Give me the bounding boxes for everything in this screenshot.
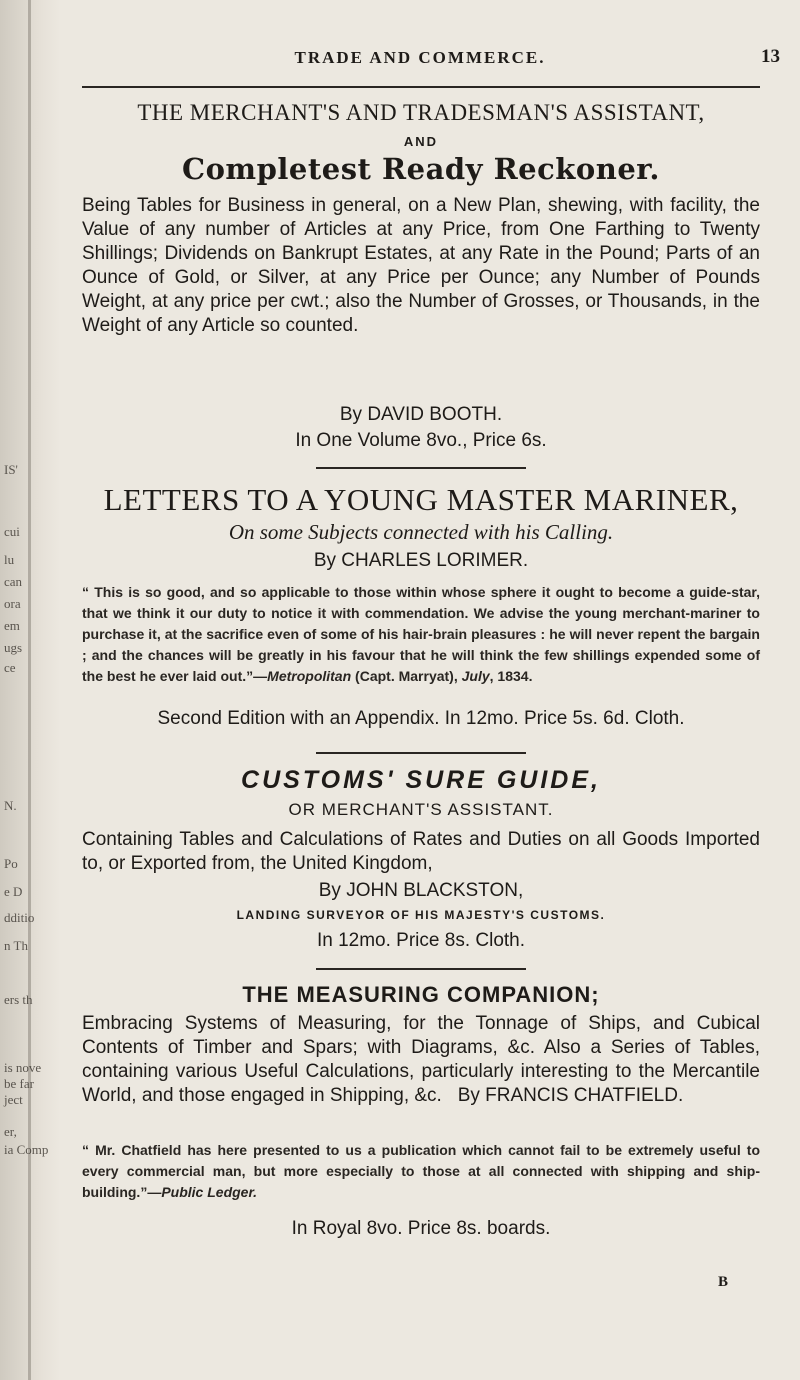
divider-1 bbox=[82, 467, 760, 469]
book2-review-text: “ This is so good, and so applicable to those within whose sphere it ought to become a guide-star, that we think it our duty to notice it with commendation. We advise the young merchant-mariner to purchase it, at the sacrifice even of some of his hair-brain pleasures : he will never repent the bargain ; and the chances will be greatly in his favour that he will think the few shillings expended some of the best he ever laid out.”— bbox=[82, 584, 760, 684]
running-head: TRADE AND COMMERCE. bbox=[294, 48, 546, 67]
gutter-fragment: dditio bbox=[4, 910, 35, 925]
book3-subtitle: OR MERCHANT'S ASSISTANT. bbox=[288, 800, 554, 819]
book3-author-title: LANDING SURVEYOR OF HIS MAJESTY'S CUSTOMS. bbox=[236, 908, 606, 922]
gutter-fragment: ora bbox=[4, 596, 21, 611]
divider-3 bbox=[82, 968, 760, 970]
book3-edition: In 12mo. Price 8s. Cloth. bbox=[316, 930, 526, 951]
book4-review-text: “ Mr. Chatfield has here presented to us a publication which cannot fail to be extremely useful to every commercial man, but more especially to those at all connected with shipping and ship-building.”— bbox=[82, 1142, 760, 1200]
book4-edition: In Royal 8vo. Price 8s. boards. bbox=[291, 1218, 551, 1239]
book1-and: AND bbox=[403, 134, 439, 149]
book2-author: By CHARLES LORIMER. bbox=[313, 550, 529, 571]
gutter-fragment: can bbox=[4, 574, 23, 589]
gutter-fragment: Po bbox=[4, 856, 18, 871]
book2-edition: Second Edition with an Appendix. In 12mo. Price 5s. 6d. Cloth. bbox=[157, 708, 685, 729]
gutter-fragment: ugs bbox=[4, 640, 23, 655]
gutter-fragment: N. bbox=[4, 798, 17, 813]
book4-review bbox=[82, 1140, 760, 1203]
book4-description bbox=[82, 1012, 760, 1108]
book1-author: By DAVID BOOTH. bbox=[339, 404, 503, 425]
page-number: 13 bbox=[761, 46, 780, 67]
book1-description: Being Tables for Business in general, on a New Plan, shewing, with facility, the Value of any number of Articles at any Price, from One Farthing to Twenty Shillings; Dividends on Bankrupt Estates, at any Rate in the Pound; Parts of an Ounce of Gold, or Silver, at any Price per Ounce; any Number of Pounds Weight, at any price per cwt.; also the Number of Grosses, or Thousands, in the Weight of any Article so counted. bbox=[82, 195, 760, 336]
gutter-fragment: e D bbox=[4, 884, 23, 899]
book-page bbox=[60, 0, 780, 1380]
book1-edition: In One Volume 8vo., Price 6s. bbox=[295, 430, 547, 451]
book2-review bbox=[82, 582, 760, 687]
book2-subtitle: On some Subjects connected with his Calling. bbox=[228, 520, 614, 544]
book4-description-text: Embracing Systems of Measuring, for the Tonnage of Ships, and Cubical Contents of Timber and Spars; with Diagrams, &c. Also a Series of Tables, containing various Useful Calculations, particularly interesting to the Mercantile World, and those engaged in Shipping, &c. bbox=[82, 1013, 760, 1106]
book1-title: THE MERCHANT'S AND TRADESMAN'S ASSISTANT, bbox=[137, 100, 705, 125]
book2-review-date: July bbox=[461, 668, 490, 684]
book1-subtitle: Completest Ready Reckoner. bbox=[182, 152, 660, 186]
divider-2 bbox=[82, 752, 760, 754]
book2-review-source: Metropolitan bbox=[267, 668, 352, 684]
book3-description: Containing Tables and Calculations of Rates and Duties on all Goods Imported to, or Exported from, the United Kingdom, bbox=[82, 829, 760, 874]
gutter-fragment: be far bbox=[4, 1076, 34, 1091]
book2-title: LETTERS TO A YOUNG MASTER MARINER, bbox=[103, 482, 739, 517]
book2-review-date-tail: , 1834. bbox=[489, 668, 533, 684]
book4-title: THE MEASURING COMPANION; bbox=[242, 982, 600, 1007]
gutter-fragment: lu bbox=[4, 552, 15, 567]
header-rule bbox=[82, 86, 760, 88]
gutter-fragment: ject bbox=[4, 1092, 23, 1107]
gutter-fragment: is nove bbox=[4, 1060, 42, 1075]
gutter-fragment: ers th bbox=[4, 992, 33, 1007]
gutter-fragment: er, bbox=[4, 1124, 17, 1139]
signature-mark: B bbox=[717, 1274, 728, 1290]
book2-review-tail: (Capt. Marryat), bbox=[351, 668, 462, 684]
gutter-fragment: ia Comp bbox=[4, 1142, 49, 1157]
gutter-fragment: ce bbox=[4, 660, 16, 675]
book4-review-source: Public Ledger. bbox=[161, 1184, 258, 1200]
book3-author: By JOHN BLACKSTON, bbox=[318, 880, 524, 901]
book4-author: By FRANCIS CHATFIELD. bbox=[457, 1085, 684, 1106]
gutter-fragment: n Th bbox=[4, 938, 28, 953]
gutter-fragment: cui bbox=[4, 524, 20, 539]
binding-edge bbox=[28, 0, 31, 1380]
book3-title: CUSTOMS' SURE GUIDE, bbox=[241, 766, 601, 794]
gutter-fragment: IS' bbox=[4, 462, 18, 477]
gutter-fragment: em bbox=[4, 618, 20, 633]
